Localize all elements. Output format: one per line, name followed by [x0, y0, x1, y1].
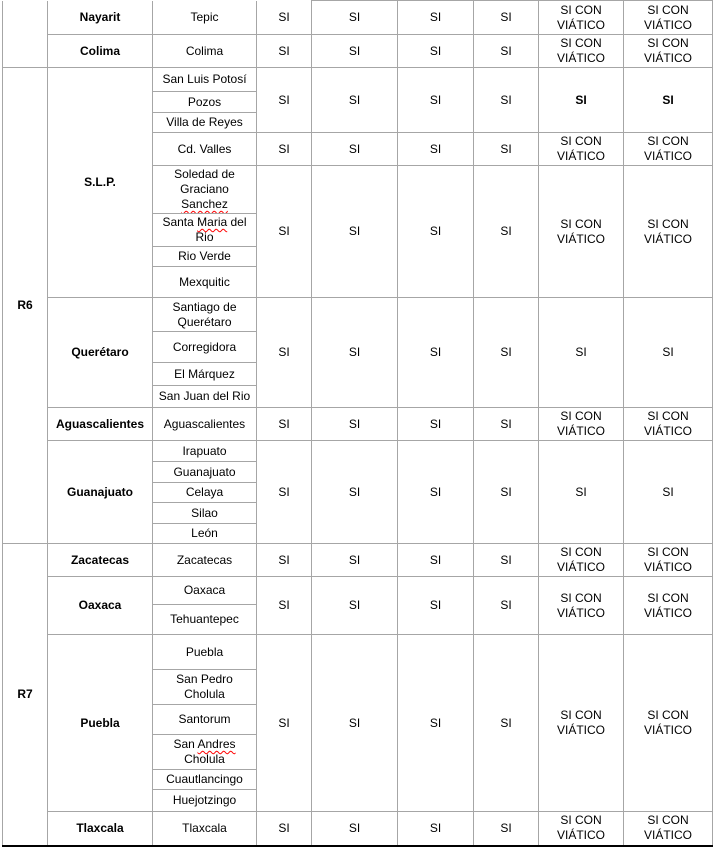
state-cell: Aguascalientes — [48, 408, 153, 441]
si-viatico-cell: SI — [539, 441, 624, 544]
si-viatico-cell: SI CON VIÁTICO — [624, 35, 713, 68]
city-cell: Corregidora — [153, 332, 257, 363]
table-row — [3, 441, 713, 462]
si-cell: SI — [398, 68, 474, 133]
si-cell: SI — [398, 1, 474, 35]
si-viatico-cell: SI CON VIÁTICO — [539, 812, 624, 846]
city-label-part: San — [173, 737, 198, 751]
city-cell: Villa de Reyes — [153, 113, 257, 133]
table-row — [3, 577, 713, 605]
si-viatico-cell: SI CON VIÁTICO — [539, 1, 624, 35]
city-cell: Cd. Valles — [153, 133, 257, 166]
si-viatico-cell: SI CON VIÁTICO — [624, 812, 713, 846]
si-cell: SI — [257, 298, 312, 408]
si-cell: SI — [312, 68, 398, 133]
si-viatico-cell: SI CON VIÁTICO — [539, 635, 624, 812]
city-cell: San Pedro Cholula — [153, 670, 257, 705]
city-cell: El Márquez — [153, 363, 257, 386]
state-cell: Oaxaca — [48, 577, 153, 635]
city-cell: Mexquitic — [153, 267, 257, 298]
si-cell: SI — [398, 544, 474, 577]
si-cell: SI — [312, 577, 398, 635]
si-cell: SI — [257, 408, 312, 441]
si-cell: SI — [312, 635, 398, 812]
si-cell: SI — [474, 441, 539, 544]
si-cell: SI — [398, 35, 474, 68]
si-cell: SI — [474, 1, 539, 35]
si-cell: SI — [312, 133, 398, 166]
si-cell: SI — [257, 577, 312, 635]
state-cell: Puebla — [48, 635, 153, 812]
si-viatico-cell: SI CON VIÁTICO — [624, 577, 713, 635]
state-cell: S.L.P. — [48, 68, 153, 298]
region-cell: R7 — [3, 544, 48, 846]
table-row — [3, 635, 713, 670]
si-viatico-cell: SI — [624, 68, 713, 133]
si-cell: SI — [312, 408, 398, 441]
city-cell: Colima — [153, 35, 257, 68]
si-cell: SI — [398, 441, 474, 544]
si-cell: SI — [474, 166, 539, 298]
region-cell: R6 — [3, 68, 48, 544]
si-cell: SI — [257, 68, 312, 133]
si-viatico-cell: SI CON VIÁTICO — [624, 544, 713, 577]
si-viatico-cell: SI — [624, 441, 713, 544]
city-cell: Aguascalientes — [153, 408, 257, 441]
si-cell: SI — [398, 133, 474, 166]
si-cell: SI — [474, 133, 539, 166]
si-cell: SI — [398, 408, 474, 441]
si-cell: SI — [257, 1, 312, 35]
city-cell — [153, 214, 257, 247]
city-cell: Huejotzingo — [153, 790, 257, 812]
si-viatico-cell: SI CON VIÁTICO — [624, 408, 713, 441]
si-cell: SI — [257, 133, 312, 166]
city-cell — [153, 166, 257, 214]
si-cell: SI — [257, 544, 312, 577]
si-cell: SI — [474, 408, 539, 441]
si-viatico-cell: SI — [539, 298, 624, 408]
si-viatico-cell: SI CON VIÁTICO — [539, 133, 624, 166]
si-viatico-cell: SI CON VIÁTICO — [539, 544, 624, 577]
table-row — [3, 1, 713, 35]
city-cell: San Juan del Rio — [153, 386, 257, 408]
table-row — [3, 298, 713, 332]
city-cell: Tehuantepec — [153, 605, 257, 635]
si-cell: SI — [312, 166, 398, 298]
state-cell: Tlaxcala — [48, 812, 153, 846]
table-row — [3, 544, 713, 577]
si-cell: SI — [257, 635, 312, 812]
city-label-part: Santa — [162, 215, 198, 229]
si-cell: SI — [257, 441, 312, 544]
city-cell: Zacatecas — [153, 544, 257, 577]
table-row — [3, 408, 713, 441]
travel-availability-table — [2, 0, 713, 847]
si-viatico-cell: SI — [624, 298, 713, 408]
si-cell: SI — [474, 298, 539, 408]
si-cell: SI — [312, 298, 398, 408]
city-cell: San Luis Potosí — [153, 68, 257, 92]
state-cell: Querétaro — [48, 298, 153, 408]
city-label-part: del Rio — [195, 215, 247, 244]
state-cell: Nayarit — [48, 1, 153, 35]
si-cell: SI — [398, 166, 474, 298]
si-viatico-cell: SI — [539, 68, 624, 133]
city-cell: Celaya — [153, 483, 257, 503]
city-cell: Oaxaca — [153, 577, 257, 605]
city-cell: Puebla — [153, 635, 257, 670]
si-viatico-cell: SI CON VIÁTICO — [624, 1, 713, 35]
si-viatico-cell: SI CON VIÁTICO — [539, 166, 624, 298]
si-cell: SI — [398, 577, 474, 635]
city-cell: Tepic — [153, 1, 257, 35]
city-cell — [153, 735, 257, 770]
si-cell: SI — [474, 812, 539, 846]
si-cell: SI — [312, 812, 398, 846]
city-label-part: Cholula — [184, 752, 225, 766]
city-cell: Irapuato — [153, 441, 257, 462]
si-viatico-cell: SI CON VIÁTICO — [624, 133, 713, 166]
si-cell: SI — [312, 441, 398, 544]
misspelled-word: Andres — [197, 737, 236, 751]
misspelled-word: Maria — [197, 215, 228, 229]
si-viatico-cell: SI CON VIÁTICO — [624, 635, 713, 812]
city-cell: Santiago de Querétaro — [153, 298, 257, 332]
city-cell: Cuautlancingo — [153, 770, 257, 790]
city-cell: Silao — [153, 503, 257, 524]
city-cell: Pozos — [153, 92, 257, 113]
table-row — [3, 35, 713, 68]
state-cell: Colima — [48, 35, 153, 68]
si-cell: SI — [312, 544, 398, 577]
city-cell: Guanajuato — [153, 462, 257, 483]
si-cell: SI — [257, 35, 312, 68]
si-cell: SI — [474, 544, 539, 577]
region-cell — [3, 1, 48, 68]
state-cell: Zacatecas — [48, 544, 153, 577]
si-cell: SI — [257, 812, 312, 846]
si-cell: SI — [312, 1, 398, 35]
si-cell: SI — [257, 166, 312, 298]
si-cell: SI — [312, 35, 398, 68]
si-viatico-cell: SI CON VIÁTICO — [539, 35, 624, 68]
city-label-part: Soledad de Graciano — [174, 167, 235, 196]
state-cell: Guanajuato — [48, 441, 153, 544]
table-row — [3, 812, 713, 846]
city-cell: Santorum — [153, 705, 257, 735]
si-cell: SI — [474, 35, 539, 68]
si-viatico-cell: SI CON VIÁTICO — [624, 166, 713, 298]
si-cell: SI — [398, 812, 474, 846]
si-cell: SI — [474, 68, 539, 133]
city-cell: León — [153, 524, 257, 544]
si-cell: SI — [474, 577, 539, 635]
si-cell: SI — [398, 298, 474, 408]
si-viatico-cell: SI CON VIÁTICO — [539, 577, 624, 635]
table-row — [3, 68, 713, 92]
misspelled-word: Sanchez — [181, 197, 228, 211]
si-viatico-cell: SI CON VIÁTICO — [539, 408, 624, 441]
city-cell: Tlaxcala — [153, 812, 257, 846]
si-cell: SI — [474, 635, 539, 812]
city-cell: Rio Verde — [153, 247, 257, 267]
si-cell: SI — [398, 635, 474, 812]
